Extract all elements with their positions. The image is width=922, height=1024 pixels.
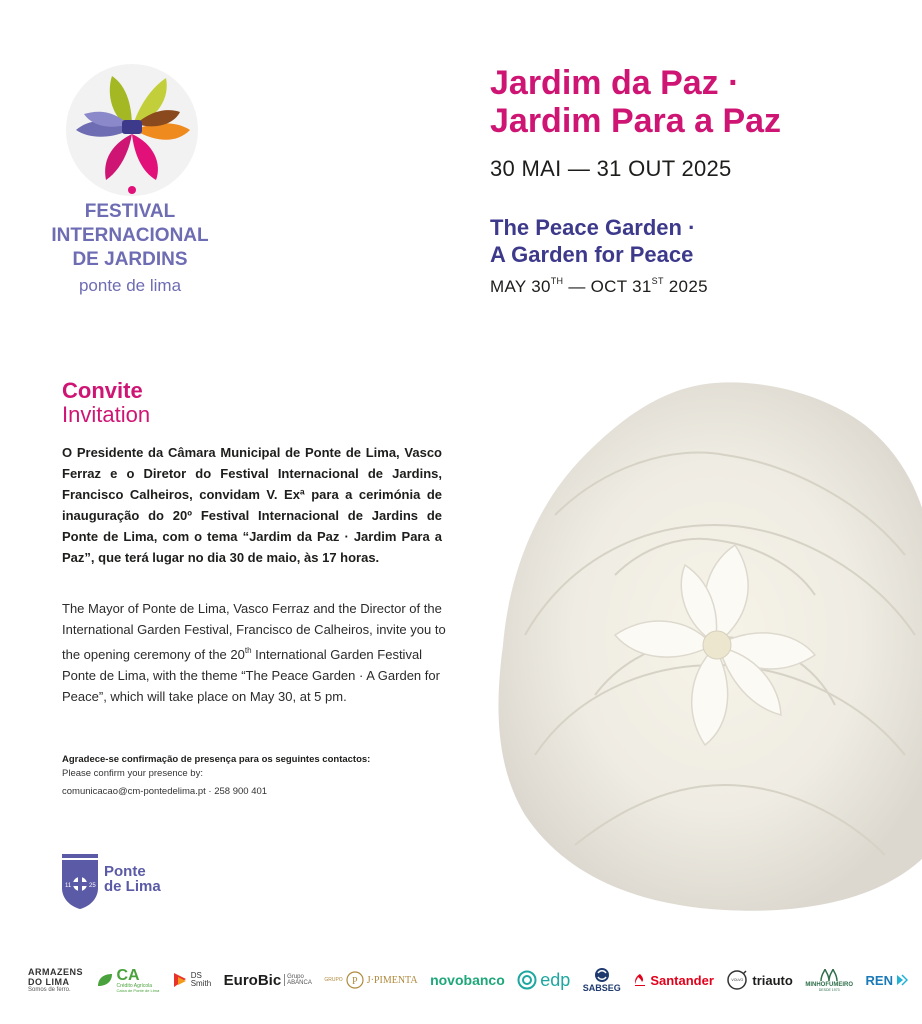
sponsor-text: DS	[190, 971, 202, 980]
sponsor-novobanco	[430, 972, 505, 988]
invite-en-part: The Mayor of Ponte de Lima, Vasco Ferraz and the Director of the International Garden Festival, Francisco de Calheiros, invite you to the opening ceremony of the 20	[62, 601, 446, 662]
sponsor-text: ARMAZENS	[28, 967, 83, 977]
ponte-de-lima-logo	[60, 852, 170, 912]
sponsor-text: triauto	[752, 972, 793, 988]
date-part: MAY 30	[490, 277, 551, 296]
sponsor-text: DESDE 1973	[818, 988, 840, 992]
invite-en-part: International Garden Festival Ponte de Lima, with the theme “The Peace Garden · A Garden for Peace”, which will take place on May 30, at 5 pm.	[62, 647, 440, 704]
sponsor-text: novobanco	[430, 972, 505, 988]
sponsor-volvo-triauto	[726, 969, 792, 991]
festival-city: ponte de lima	[78, 276, 182, 295]
sponsor-text: CA	[116, 966, 140, 984]
white-flower-image	[495, 375, 922, 915]
sponsor-bar	[28, 958, 908, 1002]
shield-left-number: 11	[65, 883, 72, 889]
sponsor-text: GRUPO	[324, 977, 343, 983]
ca-leaf-icon	[96, 972, 114, 988]
sponsor-text: J·PIMENTA	[366, 974, 418, 986]
date-part: 2025	[663, 277, 708, 296]
title-pt-line2: Jardim Para a Paz	[490, 102, 782, 140]
sponsor-j-pimenta	[324, 971, 417, 989]
invitation-text-portuguese: O Presidente da Câmara Municipal de Ponte de Lima, Vasco Ferraz e o Diretor do Festival Internacional de Jardins, Francisco Calheiros, convidam V. Exª para a cerimónia de inauguração do 20º Festival Internacional de Jardins de Ponte de Lima, com o tema “Jardim da Paz · Jardim Para a Paz”, que terá lugar no dia 30 de maio, às 17 horas.	[62, 445, 442, 565]
title-pt-line1: Jardim da Paz ·	[490, 64, 740, 102]
rsvp-request-portuguese: Agradece-se confirmação de presença para os seguintes contactos:	[62, 754, 371, 765]
sponsor-edp	[517, 970, 570, 991]
minhofumeiro-emblem-icon	[818, 968, 840, 982]
edp-icon	[517, 970, 537, 990]
invitation-text-english	[62, 598, 447, 707]
municipal-shield-icon	[60, 852, 100, 910]
title-portuguese	[490, 64, 910, 140]
sponsor-text: REN	[865, 972, 893, 988]
sponsor-ren	[866, 973, 908, 988]
sponsor-text: ABANCA	[287, 980, 312, 986]
date-part: — OCT 31	[563, 277, 652, 296]
title-en-line2: A Garden for Peace	[490, 242, 694, 267]
ds-smith-icon	[172, 971, 188, 989]
municipal-logo-line1: Ponte	[104, 863, 146, 880]
title-en-line1: The Peace Garden ·	[490, 215, 696, 240]
sponsor-credito-agricola	[96, 968, 160, 993]
rsvp-contacts[interactable]: comunicacao@cm-pontedelima.pt · 258 900 401	[62, 786, 268, 797]
sponsor-text: Somos de ferro.	[28, 987, 71, 993]
dates-english	[490, 276, 708, 297]
sponsor-text: Grupo	[287, 974, 304, 980]
sponsor-text: MINHOFUMEIRO	[805, 982, 854, 988]
sponsor-eurobic	[224, 972, 312, 989]
festival-name-line: FESTIVAL	[84, 201, 176, 222]
festival-name-line: INTERNACIONAL	[51, 225, 209, 246]
sponsor-sabseg	[583, 967, 621, 993]
shield-right-number: 25	[89, 883, 96, 889]
sponsor-text: Smith	[190, 979, 212, 988]
ordinal-suffix: th	[244, 646, 252, 655]
sabseg-icon	[594, 967, 610, 983]
invitation-heading: Invitation	[62, 402, 151, 427]
sponsor-text: edp	[540, 969, 571, 990]
municipal-logo-line2: de Lima	[104, 878, 161, 895]
title-english	[490, 214, 910, 268]
festival-name	[40, 200, 220, 298]
sponsor-text: DO LIMA	[28, 977, 70, 987]
rsvp-request-english: Please confirm your presence by:	[62, 768, 203, 779]
festival-logo-flower-icon	[62, 60, 202, 200]
j-pimenta-emblem-icon	[346, 971, 364, 989]
sponsor-text: EuroBic	[223, 971, 282, 989]
sponsor-armazens-do-lima	[28, 967, 83, 993]
ren-arrow-icon	[896, 974, 908, 986]
sponsor-ds-smith	[172, 971, 211, 989]
date-suffix: TH	[550, 276, 564, 286]
sponsor-text: VOLVO	[731, 978, 744, 982]
sponsor-text: Santander	[650, 972, 714, 988]
dates-portuguese: 30 MAI — 31 OUT 2025	[490, 156, 732, 181]
sponsor-text: Crédito Agrícola	[116, 982, 153, 989]
sponsor-text: Caixa de Ponte de Lima	[116, 987, 160, 993]
convite-heading: Convite	[62, 378, 143, 403]
svg-text:P: P	[351, 976, 358, 987]
sponsor-minhofumeiro	[805, 968, 853, 992]
sponsor-santander	[633, 973, 714, 988]
santander-flame-icon	[633, 973, 647, 987]
date-suffix: ST	[651, 276, 664, 286]
festival-name-line: DE JARDINS	[72, 249, 188, 270]
sponsor-text: SABSEG	[582, 983, 621, 993]
